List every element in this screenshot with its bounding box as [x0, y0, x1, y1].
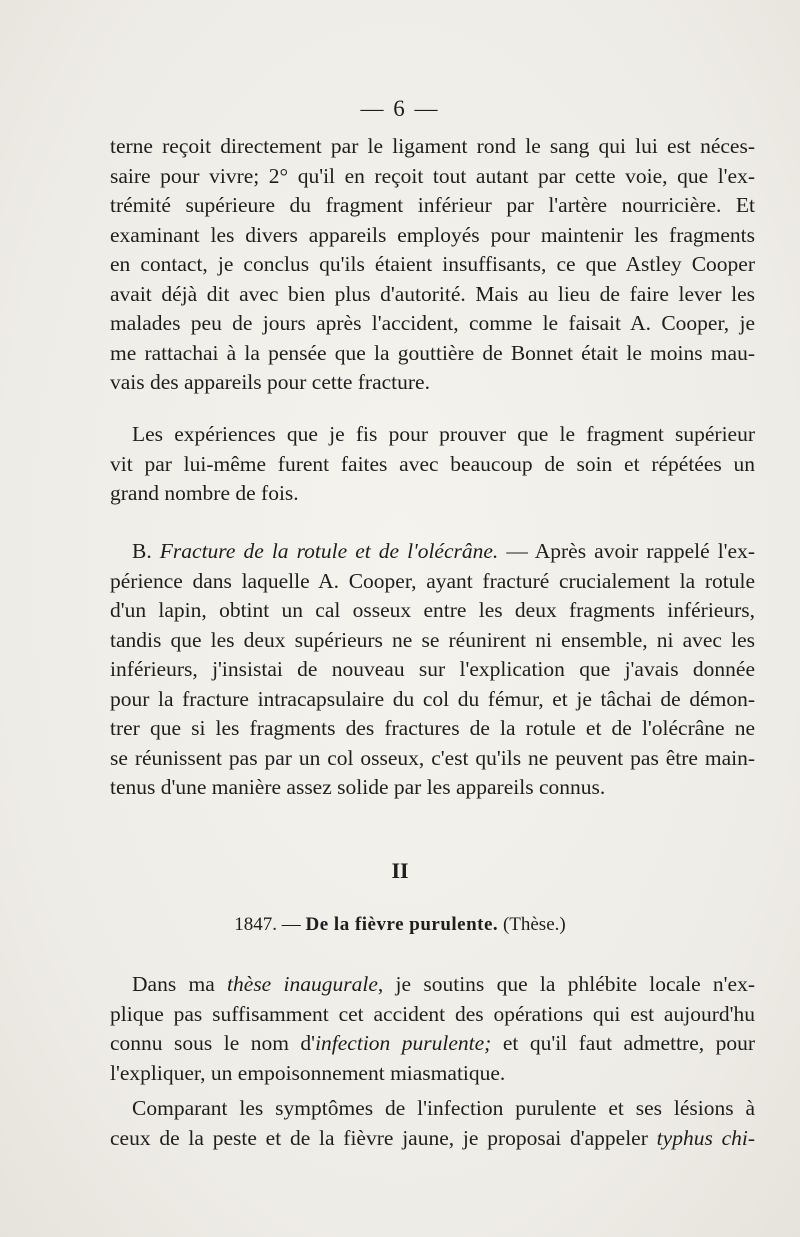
- text-line: inférieurs, j'insistai de nouveau sur l'explication que j'avais donnée: [110, 657, 755, 681]
- text-line: grand nombre de fois.: [110, 481, 299, 505]
- text-fragment: ceux de la peste et de la fièvre jaune, je proposai d'appeler: [110, 1125, 648, 1150]
- text-line: en contact, je conclus qu'ils étaient insuffisants, ce que Astley Cooper: [110, 252, 755, 276]
- text-line: l'expliquer, un empoisonnement miasmatique.: [110, 1060, 506, 1085]
- text-line: tenus d'une manière assez solide par les appareils connus.: [110, 775, 606, 799]
- text-line: malades peu de jours après l'accident, comme le faisait A. Cooper, je: [110, 311, 755, 335]
- text-line: tandis que les deux supérieurs ne se réunirent ni ensemble, ni avec les: [110, 627, 755, 652]
- italic-phrase: infection purulente;: [315, 1031, 492, 1055]
- section-year: 1847.: [234, 914, 278, 935]
- text-line: [110, 537, 755, 567]
- paragraph-femur-fracture: [110, 132, 755, 398]
- text-line: pour la fracture intracapsulaire du col du fémur, et je tâchai de démon-: [110, 686, 755, 711]
- text-fragment: , je soutins que la phlébite locale n'ex-: [377, 972, 755, 996]
- section-heading: [0, 914, 800, 936]
- paragraph-these-inaugurale: [110, 970, 755, 1088]
- paragraph-rotule-olecrane: [110, 537, 755, 803]
- section-note: (Thèse.): [502, 914, 566, 935]
- paragraph-comparison: [110, 1094, 755, 1153]
- text-line: plique pas suffisamment cet accident des opérations qui est aujourd'hu: [110, 1001, 755, 1026]
- text-line: d'un lapin, obtint un cal osseux entre les deux fragments inférieurs,: [110, 598, 755, 622]
- text-line: périence dans laquelle A. Cooper, ayant fracturé crucialement la rotule: [110, 568, 755, 593]
- text-line: vit par lui-même furent faites avec beaucoup de soin et répétées un: [110, 451, 755, 476]
- text-line: [110, 1029, 755, 1059]
- text-line: [110, 970, 755, 1000]
- text-fragment: Dans ma: [132, 972, 215, 996]
- text-fragment: connu sous le nom d': [110, 1031, 316, 1055]
- text-line: Les expériences que je fis pour prouver que le fragment supérieur: [132, 422, 755, 446]
- text-line: examinant les divers appareils employés pour maintenir les fragments: [110, 222, 755, 247]
- italic-title: Fracture de la rotule et de l'olécrâne.: [159, 539, 499, 563]
- text-fragment: et qu'il faut admettre, pour: [491, 1031, 755, 1055]
- text-line: trémité supérieure du fragment inférieur par l'artère nourricière. Et: [110, 193, 755, 217]
- text-line: se réunissent pas par un col osseux, c'est qu'ils ne peuvent pas être main-: [110, 745, 755, 770]
- text-line: [110, 1124, 755, 1154]
- text-line: avait déjà dit avec bien plus d'autorité. Mais au lieu de faire lever les: [110, 281, 755, 306]
- text-line: Comparant les symptômes de l'infection purulente et ses lésions à: [132, 1096, 755, 1120]
- paragraph-label: B.: [132, 539, 152, 563]
- text-line: vais des appareils pour cette fracture.: [110, 370, 430, 394]
- section-title: De la fièvre purulente.: [305, 914, 499, 935]
- section-dash: —: [281, 914, 301, 935]
- page-number: — 6 —: [360, 96, 440, 121]
- italic-phrase: thèse inaugurale: [227, 972, 378, 996]
- text-fragment: — Après avoir rappelé l'ex-: [506, 539, 756, 563]
- paragraph-experiments: [110, 420, 755, 509]
- text-line: me rattachai à la pensée que la gouttière de Bonnet était le moins mau-: [110, 340, 755, 365]
- section-numeral: II: [391, 858, 409, 883]
- text-line: terne reçoit directement par le ligament rond le sang qui lui est néces-: [110, 134, 755, 158]
- italic-phrase: typhus chi-: [656, 1125, 756, 1150]
- text-line: trer que si les fragments des fractures de la rotule et de l'olécrâne ne: [110, 716, 755, 740]
- text-line: saire pour vivre; 2° qu'il en reçoit tout autant par cette voie, que l'ex-: [110, 163, 755, 188]
